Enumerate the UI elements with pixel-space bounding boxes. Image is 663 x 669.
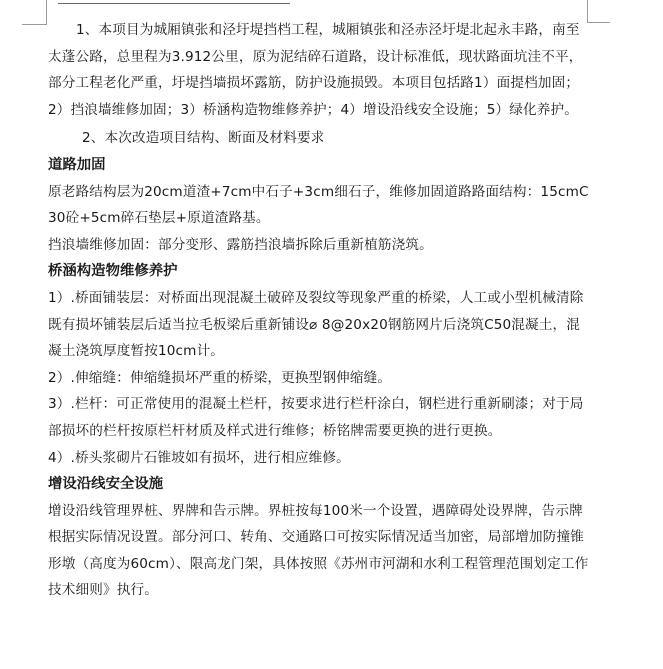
- document-body: [48, 17, 590, 604]
- paragraph-bridge-deck: 1）.桥面铺装层：对桥面出现混凝土破碎及裂纹等现象严重的桥梁，人工或小型机械清除既有损坏铺装层后适当拉毛板梁后重新铺设⌀ 8@20x20钢筋网片后浇筑C50混凝土，混凝土浇筑厚度暂按10cm计。: [48, 289, 584, 360]
- paragraph-wave-wall: 挡浪墙维修加固：部分变形、露筋挡浪墙拆除后重新植筋浇筑。: [48, 236, 433, 253]
- paragraph-railing: 3）.栏杆：可正常使用的混凝土栏杆，按要求进行栏杆涂白，钢栏进行重新刷漆；对于局部损坏的栏杆按原栏杆材质及样式进行维修；桥铭牌需要更换的进行更换。: [48, 396, 584, 439]
- paragraph-project-overview: 1、本项目为城厢镇张和泾圩堤挡档工程，城厢镇张和泾赤泾圩堤北起永丰路，南至太蓬公路，总里程为3.912公里，原为泥结碎石道路，设计标准低，现状路面坑洼不平，部分工程老化严重，圩堤挡墙损坏露筋，防护设施损毁。本项目包括路1）面提档加固；2）挡浪墙维修加固；3）桥涵构造物维修养护；4）增设沿线安全设施；5）绿化养护。: [48, 22, 583, 118]
- heading-road-reinforcement: 道路加固: [48, 156, 106, 173]
- paragraph-road-structure: 原老路结构层为20cm道渣+7cm中石子+3cm细石子，维修加固道路路面结构：15cmC30砼+5cm碎石垫层+原道渣路基。: [48, 183, 589, 227]
- cut-off-header-line: [58, 0, 290, 4]
- heading-safety-facilities: 增设沿线安全设施: [48, 476, 164, 493]
- page-corner-mark-right: [587, 0, 610, 23]
- paragraph-cone-slope: 4）.桥头浆砌片石锥坡如有损坏，进行相应维修。: [48, 449, 350, 466]
- paragraph-safety-facilities: 增设沿线管理界桩、界牌和告示牌。界桩按每100米一个设置，遇障碍处设界牌，告示牌根据实际情况设置。部分河口、转角、交通路口可按实际情况适当加密，局部增加防撞锥形墩（高度为60cm）、限高龙门架，具体按照《苏州市河湖和水利工程管理范围划定工作技术细则》执行。: [48, 502, 589, 599]
- paragraph-expansion-joint: 2）.伸缩缝：伸缩缝损坏严重的桥梁，更换型钢伸缩缝。: [48, 369, 392, 386]
- heading-bridge-maintenance: 桥涵构造物维修养护: [48, 263, 178, 280]
- page-corner-mark-left: [22, 0, 47, 25]
- paragraph-structure-requirements: 2、本次改造项目结构、断面及材料要求: [82, 130, 325, 147]
